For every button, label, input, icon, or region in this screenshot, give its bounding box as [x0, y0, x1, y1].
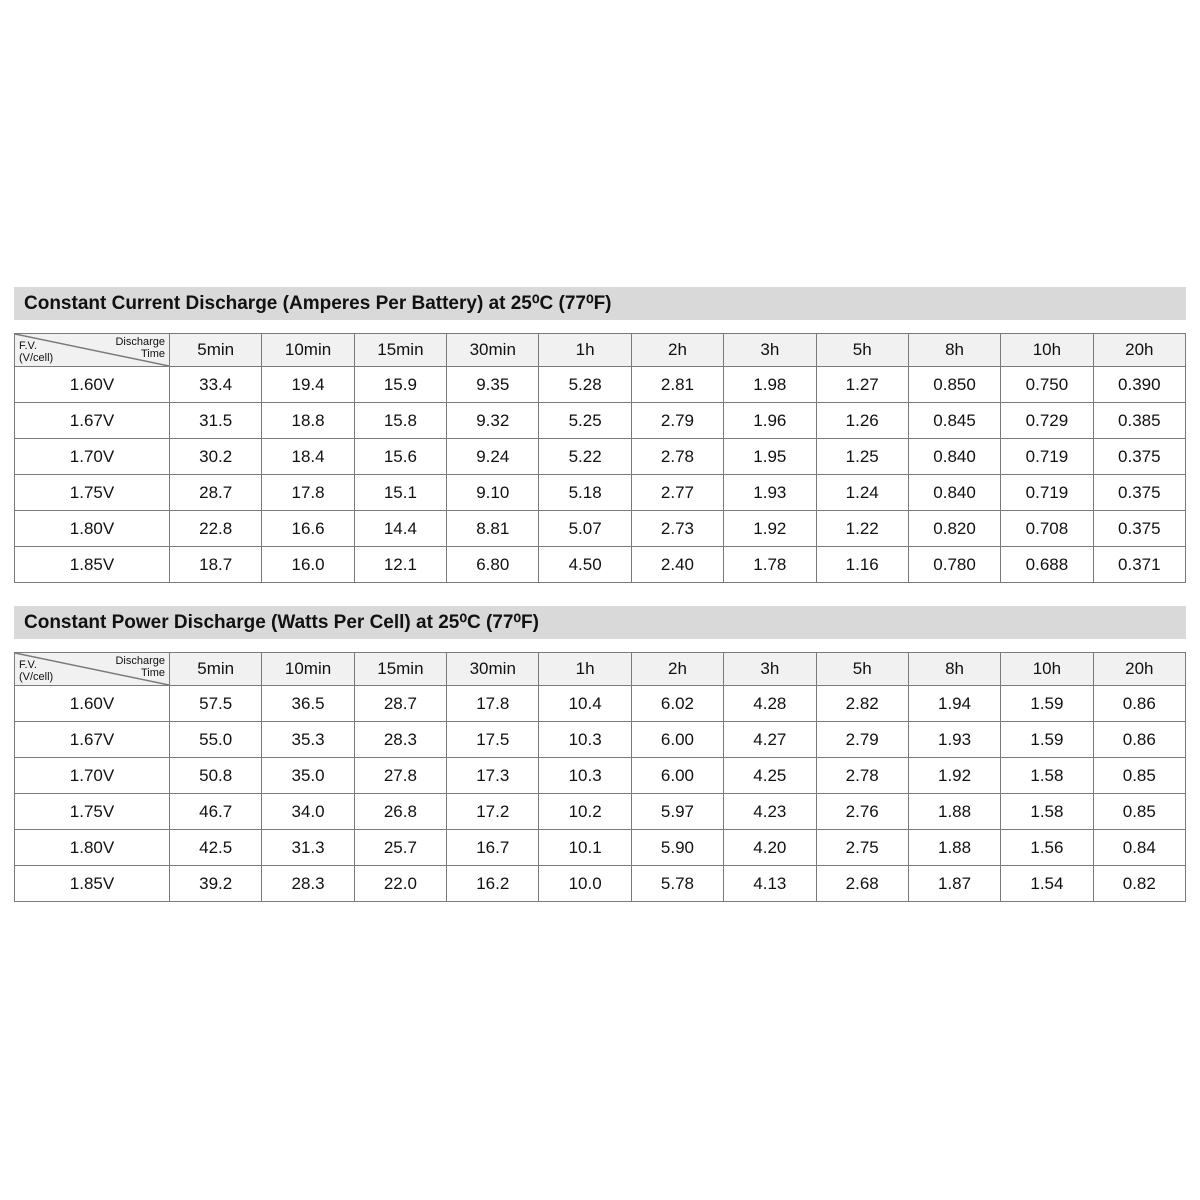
row-label: 1.60V	[15, 686, 170, 722]
row-label: 1.75V	[15, 794, 170, 830]
data-cell: 2.68	[816, 866, 908, 902]
data-cell: 22.8	[170, 511, 262, 547]
data-cell: 18.8	[262, 403, 354, 439]
table-row	[15, 511, 1186, 547]
column-header: 30min	[447, 334, 539, 367]
data-cell: 0.688	[1001, 547, 1093, 583]
data-cell: 1.88	[908, 830, 1000, 866]
column-header: 30min	[447, 653, 539, 686]
data-cell: 0.86	[1093, 686, 1185, 722]
data-cell: 1.58	[1001, 758, 1093, 794]
data-cell: 1.78	[724, 547, 816, 583]
data-cell: 15.8	[354, 403, 446, 439]
data-cell: 17.8	[447, 686, 539, 722]
data-cell: 6.02	[631, 686, 723, 722]
header-row	[15, 334, 1186, 367]
data-cell: 1.95	[724, 439, 816, 475]
data-cell: 2.81	[631, 367, 723, 403]
row-label: 1.70V	[15, 439, 170, 475]
data-cell: 1.93	[908, 722, 1000, 758]
data-cell: 4.28	[724, 686, 816, 722]
column-header: 3h	[724, 334, 816, 367]
fv-vcell-label: F.V. (V/cell)	[19, 659, 54, 683]
data-cell: 5.25	[539, 403, 631, 439]
data-cell: 27.8	[354, 758, 446, 794]
table-row	[15, 758, 1186, 794]
data-cell: 15.1	[354, 475, 446, 511]
data-cell: 0.390	[1093, 367, 1185, 403]
row-label: 1.75V	[15, 475, 170, 511]
data-cell: 22.0	[354, 866, 446, 902]
data-cell: 1.96	[724, 403, 816, 439]
data-cell: 28.3	[262, 866, 354, 902]
column-header: 3h	[724, 653, 816, 686]
data-cell: 0.85	[1093, 794, 1185, 830]
data-cell: 15.9	[354, 367, 446, 403]
data-cell: 1.59	[1001, 722, 1093, 758]
data-cell: 9.35	[447, 367, 539, 403]
data-cell: 2.79	[816, 722, 908, 758]
row-label: 1.80V	[15, 511, 170, 547]
section-title-constant-power: Constant Power Discharge (Watts Per Cell) at 25⁰C (77⁰F)	[14, 606, 1186, 639]
corner-header-cell	[15, 334, 170, 367]
data-cell: 12.1	[354, 547, 446, 583]
data-cell: 10.1	[539, 830, 631, 866]
column-header: 20h	[1093, 653, 1185, 686]
data-cell: 1.16	[816, 547, 908, 583]
data-cell: 0.708	[1001, 511, 1093, 547]
data-cell: 2.75	[816, 830, 908, 866]
row-label: 1.85V	[15, 547, 170, 583]
column-header: 10min	[262, 653, 354, 686]
data-cell: 1.88	[908, 794, 1000, 830]
data-cell: 2.82	[816, 686, 908, 722]
table-row	[15, 439, 1186, 475]
table-row	[15, 686, 1186, 722]
data-cell: 4.13	[724, 866, 816, 902]
data-cell: 0.719	[1001, 439, 1093, 475]
data-cell: 6.00	[631, 758, 723, 794]
column-header: 20h	[1093, 334, 1185, 367]
data-cell: 5.28	[539, 367, 631, 403]
column-header: 5min	[170, 334, 262, 367]
data-cell: 46.7	[170, 794, 262, 830]
data-cell: 31.5	[170, 403, 262, 439]
data-cell: 2.77	[631, 475, 723, 511]
data-cell: 5.90	[631, 830, 723, 866]
data-cell: 26.8	[354, 794, 446, 830]
section-title-constant-current: Constant Current Discharge (Amperes Per Battery) at 25⁰C (77⁰F)	[14, 287, 1186, 320]
data-cell: 5.18	[539, 475, 631, 511]
table-row	[15, 866, 1186, 902]
data-cell: 36.5	[262, 686, 354, 722]
data-cell: 5.22	[539, 439, 631, 475]
data-cell: 17.8	[262, 475, 354, 511]
data-cell: 4.50	[539, 547, 631, 583]
data-cell: 1.56	[1001, 830, 1093, 866]
data-cell: 9.24	[447, 439, 539, 475]
table-row	[15, 722, 1186, 758]
data-cell: 2.79	[631, 403, 723, 439]
data-cell: 5.78	[631, 866, 723, 902]
data-cell: 39.2	[170, 866, 262, 902]
data-cell: 16.0	[262, 547, 354, 583]
column-header: 1h	[539, 653, 631, 686]
data-cell: 0.719	[1001, 475, 1093, 511]
data-cell: 0.750	[1001, 367, 1093, 403]
data-cell: 0.729	[1001, 403, 1093, 439]
data-cell: 34.0	[262, 794, 354, 830]
column-header: 1h	[539, 334, 631, 367]
table-row	[15, 475, 1186, 511]
corner-header-cell	[15, 653, 170, 686]
data-cell: 6.00	[631, 722, 723, 758]
data-cell: 4.20	[724, 830, 816, 866]
data-cell: 6.80	[447, 547, 539, 583]
data-cell: 18.7	[170, 547, 262, 583]
row-label: 1.67V	[15, 722, 170, 758]
data-cell: 0.375	[1093, 511, 1185, 547]
data-cell: 0.82	[1093, 866, 1185, 902]
data-cell: 0.840	[908, 475, 1000, 511]
column-header: 5h	[816, 334, 908, 367]
data-cell: 2.40	[631, 547, 723, 583]
data-cell: 5.97	[631, 794, 723, 830]
data-cell: 10.4	[539, 686, 631, 722]
data-cell: 10.0	[539, 866, 631, 902]
table-row	[15, 547, 1186, 583]
data-cell: 17.3	[447, 758, 539, 794]
column-header: 10h	[1001, 653, 1093, 686]
data-cell: 17.5	[447, 722, 539, 758]
data-cell: 0.840	[908, 439, 1000, 475]
data-cell: 0.375	[1093, 475, 1185, 511]
constant-current-table	[14, 333, 1186, 583]
data-cell: 55.0	[170, 722, 262, 758]
data-cell: 28.7	[170, 475, 262, 511]
table-row	[15, 403, 1186, 439]
header-row	[15, 653, 1186, 686]
data-cell: 17.2	[447, 794, 539, 830]
data-cell: 1.59	[1001, 686, 1093, 722]
column-header: 10min	[262, 334, 354, 367]
data-cell: 9.32	[447, 403, 539, 439]
data-cell: 1.54	[1001, 866, 1093, 902]
data-cell: 0.371	[1093, 547, 1185, 583]
data-cell: 16.2	[447, 866, 539, 902]
data-cell: 8.81	[447, 511, 539, 547]
data-cell: 10.3	[539, 758, 631, 794]
data-cell: 0.845	[908, 403, 1000, 439]
data-cell: 1.87	[908, 866, 1000, 902]
row-label: 1.70V	[15, 758, 170, 794]
column-header: 15min	[354, 653, 446, 686]
constant-current-discharge-section	[14, 287, 1186, 583]
data-cell: 1.24	[816, 475, 908, 511]
data-cell: 2.76	[816, 794, 908, 830]
data-cell: 0.820	[908, 511, 1000, 547]
data-cell: 0.850	[908, 367, 1000, 403]
row-label: 1.67V	[15, 403, 170, 439]
data-cell: 19.4	[262, 367, 354, 403]
data-cell: 28.7	[354, 686, 446, 722]
column-header: 5h	[816, 653, 908, 686]
table-row	[15, 830, 1186, 866]
column-header: 2h	[631, 334, 723, 367]
data-cell: 0.85	[1093, 758, 1185, 794]
data-cell: 2.78	[816, 758, 908, 794]
column-header: 8h	[908, 653, 1000, 686]
data-cell: 14.4	[354, 511, 446, 547]
column-header: 5min	[170, 653, 262, 686]
data-cell: 0.86	[1093, 722, 1185, 758]
data-cell: 35.0	[262, 758, 354, 794]
data-cell: 5.07	[539, 511, 631, 547]
data-cell: 18.4	[262, 439, 354, 475]
constant-power-discharge-section	[14, 606, 1186, 902]
data-cell: 10.2	[539, 794, 631, 830]
data-cell: 1.27	[816, 367, 908, 403]
data-cell: 31.3	[262, 830, 354, 866]
data-cell: 50.8	[170, 758, 262, 794]
data-cell: 57.5	[170, 686, 262, 722]
data-cell: 0.84	[1093, 830, 1185, 866]
data-cell: 0.780	[908, 547, 1000, 583]
data-cell: 2.78	[631, 439, 723, 475]
data-cell: 4.23	[724, 794, 816, 830]
table-row	[15, 794, 1186, 830]
data-cell: 9.10	[447, 475, 539, 511]
data-cell: 16.7	[447, 830, 539, 866]
row-label: 1.80V	[15, 830, 170, 866]
data-cell: 1.92	[724, 511, 816, 547]
column-header: 10h	[1001, 334, 1093, 367]
data-cell: 15.6	[354, 439, 446, 475]
data-cell: 0.385	[1093, 403, 1185, 439]
row-label: 1.60V	[15, 367, 170, 403]
discharge-time-label: Discharge Time	[115, 655, 165, 679]
row-label: 1.85V	[15, 866, 170, 902]
data-cell: 42.5	[170, 830, 262, 866]
data-cell: 1.94	[908, 686, 1000, 722]
data-cell: 1.98	[724, 367, 816, 403]
data-cell: 10.3	[539, 722, 631, 758]
data-cell: 1.26	[816, 403, 908, 439]
data-cell: 0.375	[1093, 439, 1185, 475]
column-header: 15min	[354, 334, 446, 367]
column-header: 2h	[631, 653, 723, 686]
discharge-time-label: Discharge Time	[115, 336, 165, 360]
data-cell: 16.6	[262, 511, 354, 547]
data-cell: 4.25	[724, 758, 816, 794]
data-cell: 2.73	[631, 511, 723, 547]
data-cell: 1.92	[908, 758, 1000, 794]
data-cell: 30.2	[170, 439, 262, 475]
data-cell: 1.22	[816, 511, 908, 547]
column-header: 8h	[908, 334, 1000, 367]
fv-vcell-label: F.V. (V/cell)	[19, 340, 54, 364]
data-cell: 1.58	[1001, 794, 1093, 830]
data-cell: 1.93	[724, 475, 816, 511]
data-cell: 35.3	[262, 722, 354, 758]
data-cell: 33.4	[170, 367, 262, 403]
data-cell: 1.25	[816, 439, 908, 475]
constant-power-table	[14, 652, 1186, 902]
data-cell: 28.3	[354, 722, 446, 758]
data-cell: 4.27	[724, 722, 816, 758]
data-cell: 25.7	[354, 830, 446, 866]
table-row	[15, 367, 1186, 403]
